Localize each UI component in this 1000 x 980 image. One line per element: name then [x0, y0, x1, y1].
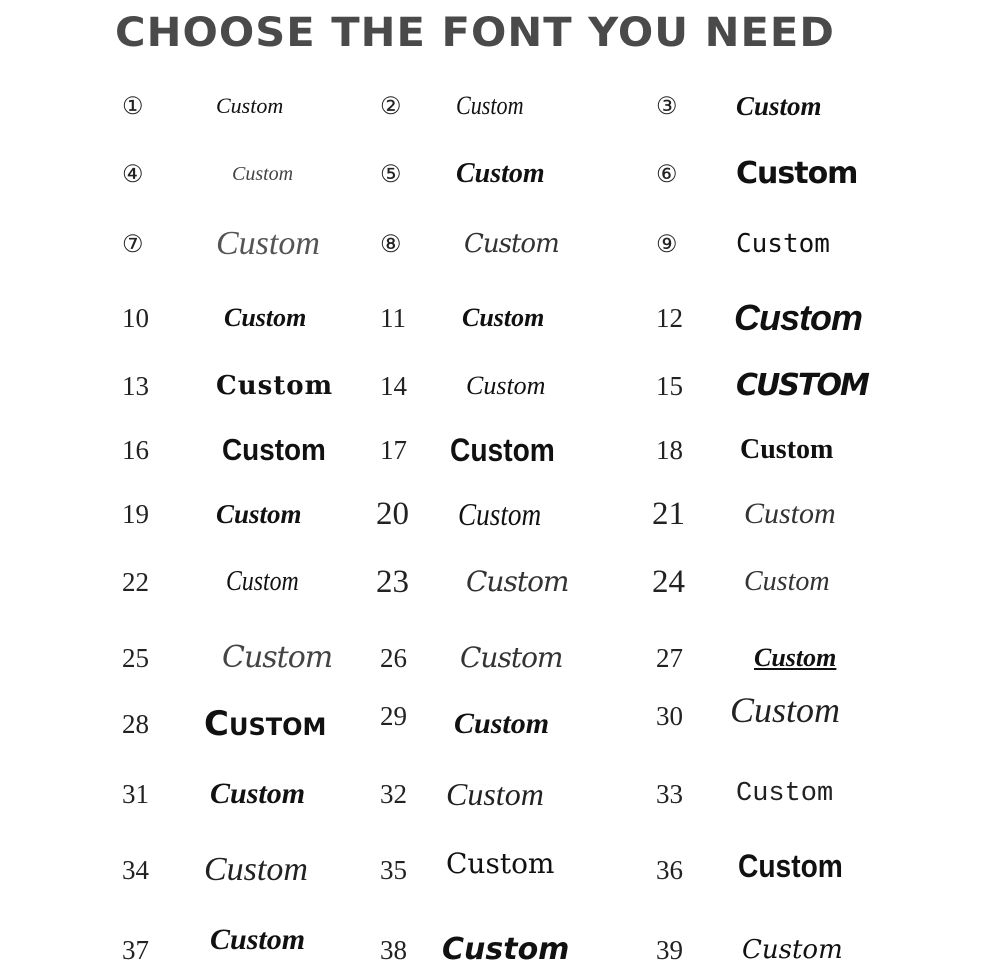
font-row	[0, 690, 1000, 754]
font-sample[interactable]: Custom	[210, 923, 306, 956]
font-sample[interactable]: Custom	[740, 434, 834, 465]
font-row	[0, 484, 1000, 544]
font-sample[interactable]: Custom	[210, 777, 306, 810]
font-sample[interactable]: Custom	[216, 499, 302, 529]
font-number: 36	[656, 855, 683, 885]
font-number: 35	[380, 855, 407, 885]
font-sample[interactable]: Custom	[204, 851, 308, 888]
font-sample[interactable]: Custom	[232, 163, 294, 185]
font-number: 12	[656, 303, 683, 333]
font-sample[interactable]: Custom	[730, 690, 841, 730]
font-number: 24	[652, 564, 685, 600]
font-number: ⑥	[656, 160, 678, 188]
font-sample[interactable]: Custom	[222, 640, 333, 675]
font-number: 38	[380, 935, 407, 965]
font-row	[0, 76, 1000, 136]
font-sample[interactable]: Custom	[736, 156, 858, 191]
font-number: ⑧	[380, 230, 402, 258]
font-sample[interactable]: Custom	[744, 497, 836, 530]
font-sample[interactable]: Custom	[460, 641, 563, 674]
font-sample[interactable]: Custom	[222, 432, 326, 467]
font-sample[interactable]: Custom	[742, 935, 843, 965]
font-number: ③	[656, 92, 678, 120]
font-number: ⑦	[122, 230, 144, 258]
font-sample[interactable]: Custom	[446, 847, 555, 880]
font-row	[0, 920, 1000, 980]
font-number: 23	[376, 564, 409, 600]
font-sample[interactable]: Custom	[462, 303, 545, 332]
font-number: 21	[652, 496, 685, 532]
font-row	[0, 144, 1000, 204]
font-row	[0, 552, 1000, 612]
font-sample[interactable]: Custom	[216, 371, 334, 401]
font-sample[interactable]: CUSTOM	[736, 368, 868, 403]
font-sample[interactable]: Custom	[216, 225, 320, 262]
font-sample[interactable]: Custom	[204, 704, 327, 744]
font-number: 34	[122, 855, 149, 885]
font-sample[interactable]: Custom	[466, 371, 546, 400]
font-number: 19	[122, 499, 149, 529]
page-title: CHOOSE THE FONT YOU NEED	[115, 10, 835, 56]
font-row	[0, 356, 1000, 416]
font-sample[interactable]: Custom	[744, 566, 830, 597]
font-number: 18	[656, 435, 683, 465]
font-number: 10	[122, 303, 149, 333]
font-sample[interactable]: Custom	[458, 496, 542, 532]
font-number: 29	[380, 701, 407, 731]
font-sample[interactable]: Custom	[456, 158, 545, 189]
font-number: 16	[122, 435, 149, 465]
font-row	[0, 420, 1000, 480]
font-number: 15	[656, 371, 683, 401]
font-sample[interactable]: Custom	[446, 776, 544, 812]
font-number: 33	[656, 779, 683, 809]
font-sample[interactable]: Custom	[736, 91, 822, 121]
font-number: 32	[380, 779, 407, 809]
font-sample[interactable]: Custom	[226, 566, 299, 597]
font-sample[interactable]: Custom	[466, 565, 569, 598]
font-number: 20	[376, 496, 409, 532]
font-row	[0, 288, 1000, 348]
font-row	[0, 214, 1000, 274]
font-number: 39	[656, 935, 683, 965]
font-number: ①	[122, 92, 144, 120]
font-sample[interactable]: Custom	[454, 707, 550, 740]
font-sample[interactable]: Custom	[736, 229, 830, 259]
font-sample[interactable]: Custom	[734, 297, 862, 338]
font-number: 27	[656, 643, 683, 673]
font-sample[interactable]: Custom	[456, 91, 524, 120]
font-sample[interactable]: Custom	[442, 932, 570, 967]
font-number: 26	[380, 643, 407, 673]
font-sample[interactable]: Custom	[738, 848, 843, 884]
font-row	[0, 764, 1000, 824]
font-sample[interactable]: Custom	[736, 779, 834, 809]
font-sample[interactable]: Custom	[754, 643, 837, 672]
font-number: 31	[122, 779, 149, 809]
font-number: 14	[380, 371, 407, 401]
font-sample[interactable]: Custom	[216, 93, 284, 118]
font-number: ②	[380, 92, 402, 120]
font-number: ④	[122, 160, 144, 188]
font-number: 11	[380, 303, 406, 333]
font-number: 17	[380, 435, 407, 465]
font-number: ⑨	[656, 230, 678, 258]
font-number: 25	[122, 643, 149, 673]
font-sample[interactable]: Custom	[224, 303, 307, 332]
font-number: 28	[122, 709, 149, 739]
font-number: 30	[656, 701, 683, 731]
font-number: 37	[122, 935, 149, 965]
font-number: 13	[122, 371, 149, 401]
font-row	[0, 628, 1000, 688]
font-row	[0, 840, 1000, 900]
font-number: ⑤	[380, 160, 402, 188]
font-sample[interactable]: Custom	[450, 432, 555, 468]
font-number: 22	[122, 567, 149, 597]
font-sample[interactable]: Custom	[464, 229, 559, 259]
